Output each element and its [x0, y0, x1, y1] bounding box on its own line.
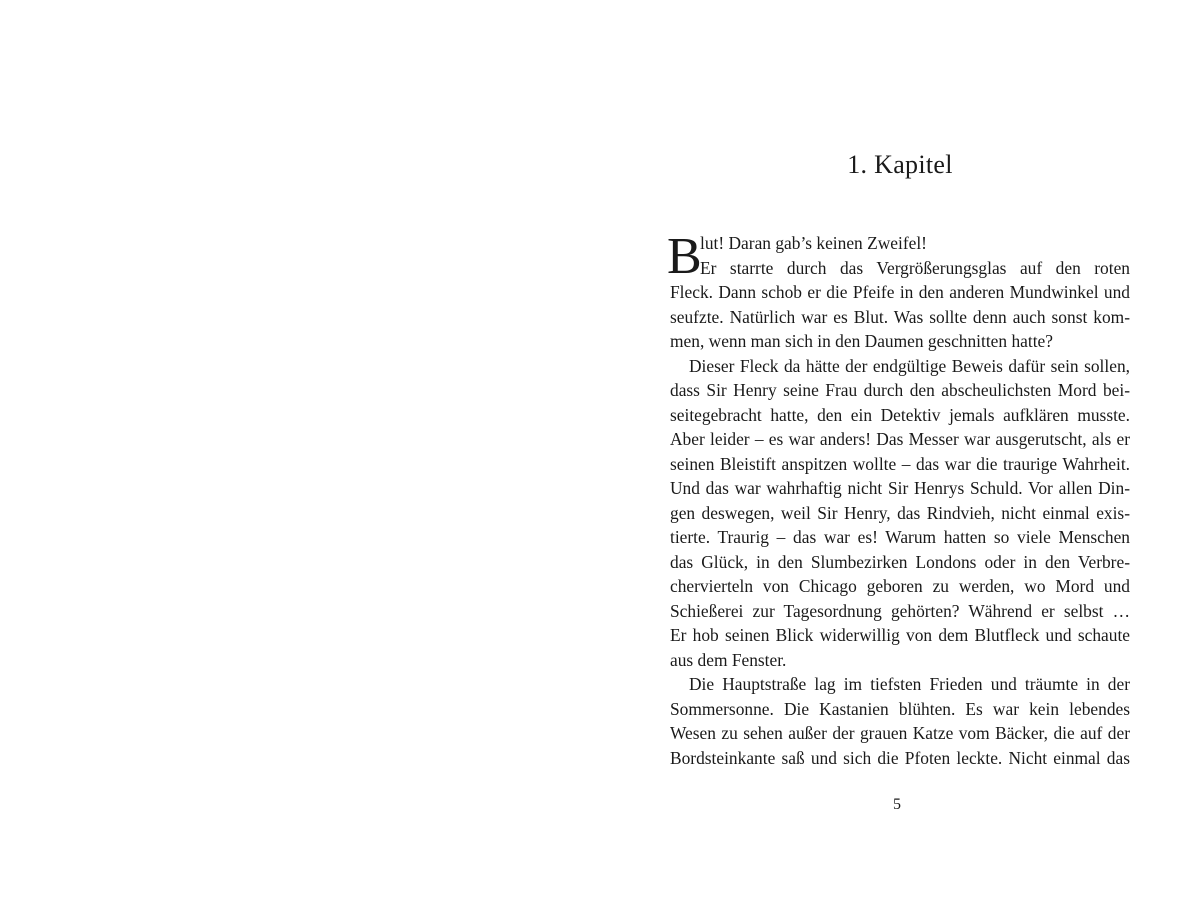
body-text — [667, 228, 1130, 770]
text-line: dass Sir Henry seine Frau durch den abscheulichsten Mord bei- — [670, 380, 1130, 400]
text-line: seinen Bleistift anspitzen wollte – das war die traurige Wahrheit. — [670, 453, 1130, 474]
text-line: Aber leider – es war anders! Das Messer war ausgerutscht, als er — [670, 429, 1130, 449]
chapter-title: 1. Kapitel — [847, 150, 953, 179]
text-lines — [670, 231, 1130, 770]
text-line: Dieser Fleck da hätte der endgültige Beweis dafür sein sollen, — [689, 355, 1130, 376]
text-line: men, wenn man sich in den Daumen geschnitten hatte? — [670, 331, 1053, 351]
text-line: Sommersonne. Die Kastanien blühten. Es war kein lebendes — [670, 698, 1130, 719]
text-line: Fleck. Dann schob er die Pfeife in den anderen Mundwinkel und — [670, 282, 1130, 302]
text-line: chervierteln von Chicago geboren zu werden, wo Mord und — [670, 576, 1130, 596]
right-page — [600, 0, 1200, 912]
drop-cap: B — [667, 228, 702, 285]
text-line: Er hob seinen Blick widerwillig von dem Blutfleck und schaute — [670, 625, 1130, 645]
text-line: lut! Daran gab’s keinen Zweifel! — [700, 233, 927, 253]
text-line: Bordsteinkante saß und sich die Pfoten leckte. Nicht einmal das — [670, 747, 1130, 768]
text-line: Er starrte durch das Vergrößerungsglas auf den roten — [700, 257, 1130, 278]
text-line: Und das war wahrhaftig nicht Sir Henrys Schuld. Vor allen Din- — [670, 478, 1130, 498]
text-line: Wesen zu sehen außer der grauen Katze vom Bäcker, die auf der — [670, 723, 1130, 743]
text-line: Die Hauptstraße lag im tiefsten Frieden und träumte in der — [689, 674, 1130, 694]
text-line: das Glück, in den Slumbezirken Londons oder in den Verbre- — [670, 551, 1130, 572]
page-number: 5 — [893, 796, 901, 813]
text-line: Schießerei zur Tagesordnung gehörten? Während er selbst … — [670, 600, 1130, 621]
text-line: seufzte. Natürlich war es Blut. Was sollte denn auch sonst kom- — [670, 306, 1130, 327]
chapter-title-wrap — [600, 150, 1200, 180]
text-line: tierte. Traurig – das war es! Warum hatten so viele Menschen — [670, 527, 1130, 547]
text-line: aus dem Fenster. — [670, 649, 787, 670]
text-line: seitegebracht hatte, den ein Detektiv jemals aufklären musste. — [670, 404, 1130, 425]
page-number-wrap — [600, 796, 1200, 814]
text-line: gen deswegen, weil Sir Henry, das Rindvieh, nicht einmal exis- — [670, 502, 1130, 523]
